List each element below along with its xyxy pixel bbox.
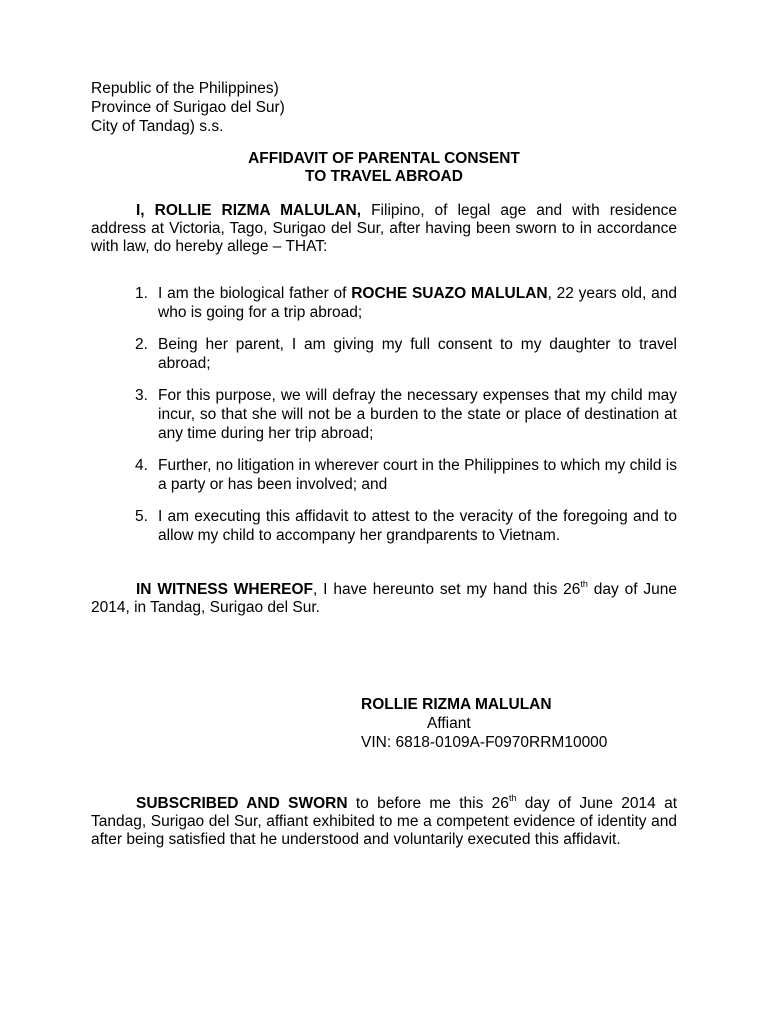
list-item [91,386,677,443]
list-item-number: 5. [135,508,148,525]
list-item-number: 3. [135,387,148,404]
child-name: ROCHE SUAZO MALULAN [351,285,548,302]
list-item-text: Being her parent, I am giving my full consent to my daughter to travel abroad; [158,336,677,372]
header-line-province: Province of Surigao del Sur) [91,99,285,116]
affiant-label: Affiant [427,715,471,732]
list-item-text: I am the biological father of [158,285,352,302]
witness-paragraph [91,578,677,617]
header-line-republic: Republic of the Philippines) [91,80,279,97]
document-title [91,150,677,186]
list-item-text: Further, no litigation in wherever court in the Philippines to which my child is a party or has been involved; and [158,457,677,493]
intro-paragraph [91,202,677,256]
witness-text-end: day of June 2014, in Tandag, Surigao del Sur. [91,581,677,616]
witness-text: , I have hereunto set my hand this 26 [313,581,581,598]
witness-lead: IN WITNESS WHEREOF [136,581,314,598]
title-line-1: AFFIDAVIT OF PARENTAL CONSENT [248,150,520,167]
list-item-number: 4. [135,457,148,474]
list-item-text-end: , 22 years old, and who is going for a trip abroad; [158,285,677,321]
jurat-paragraph [91,792,677,849]
jurat-text: to before me this 26 [347,795,509,812]
witness-date-suffix: th [580,578,588,589]
list-item [91,507,677,545]
affiant-name-intro: I, ROLLIE RIZMA MALULAN, [136,202,362,219]
jurat-date-suffix: th [508,792,517,803]
list-item [91,284,677,322]
title-line-2: TO TRAVEL ABROAD [305,168,463,185]
jurat-text-end: day of June 2014 at Tandag, Surigao del Sur, affiant exhibited to me a competent evidence of identity and after being satisfied that he understood and voluntarily executed this affidavit. [91,795,677,848]
affiant-name: ROLLIE RIZMA MALULAN [361,696,552,713]
list-item-text: For this purpose, we will defray the necessary expenses that my child may incur, so that she will not be a burden to the state or place of destination at any time during her trip abroad; [158,387,677,442]
allegations-list [91,284,677,558]
header-line-city: City of Tandag) s.s. [91,118,224,135]
affiant-vin: VIN: 6818-0109A-F0970RRM10000 [361,734,608,751]
list-item-text: I am executing this affidavit to attest to the veracity of the foregoing and to allow my child to accompany her grandparents to Vietnam. [158,508,677,544]
list-item [91,456,677,494]
intro-text: Filipino, of legal age and with residence address at Victoria, Tago, Surigao del Sur, after having been sworn to in accordance with law, do hereby allege – THAT: [91,202,677,255]
list-item [91,335,677,373]
jurisdiction-header [91,79,285,136]
list-item-number: 1. [135,285,148,302]
signature-block [361,695,607,752]
list-item-number: 2. [135,336,148,353]
jurat-lead: SUBSCRIBED AND SWORN [136,795,348,812]
